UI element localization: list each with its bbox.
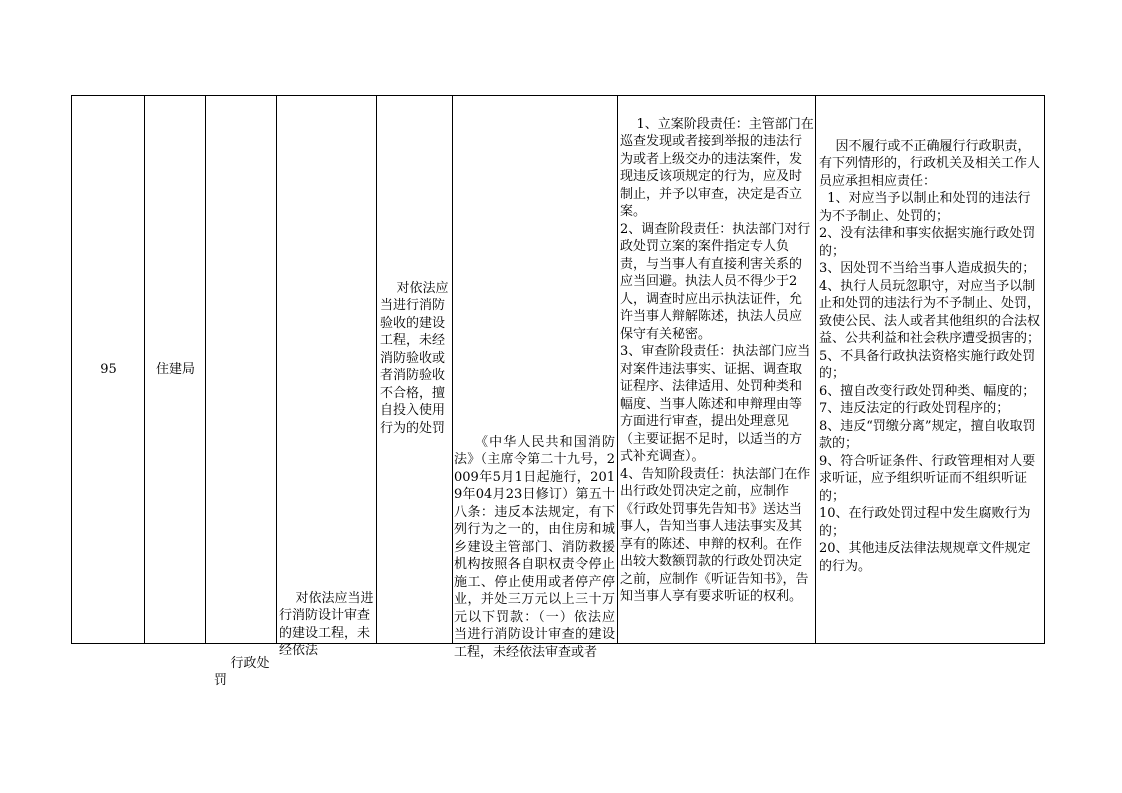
responsibilities-cell [620, 98, 814, 643]
column-divider [617, 95, 618, 644]
accountability: 因不履行或不正确履行行政职责，有下列情形的，行政机关及相关工作人员应承担相应责任： 1、对应当予以制止和处罚的违法行为不予制止、处罚的； 2、没有法律和事实依据实施行政处罚的； 3、因处罚不当给当事人造成损失的； 4、执行人员玩忽职守，对应当予以制止和处罚的违法行为不予制止、处罚，致使公民、法人或者其他组织的合法权益、公共利益和社会秩序遭受损害的； 5、不具备行政执法资格实施行政处罚的； 6、擅自改变行政处罚种类、幅度的； 7、违反法定的行政处罚程序的； 8、违反“罚缴分离”规定，擅自收取罚款的； 9、符合听证条件、行政管理相对人要求听证，应予组织听证而不组织听证的； 10、在行政处罚过程中发生腐败行为的； 20、其他违反法律法规规章文件规定的行为。 [819, 138, 1041, 574]
sub-item: 对依法应当进行消防验收的建设工程，未经消防验收或者消防验收不合格，擅自投入使用行为的处罚 [380, 280, 449, 436]
column-divider [815, 95, 816, 644]
responsibilities: 1、立案阶段责任：主管部门在巡查发现或者接到举报的违法行为或者上级交办的违法案件，发现违反该项规定的行为，应及时制止，并予以审查，决定是否立案。 2、调查阶段责任：执法部门对行政处罚立案的案件指定专人负责，与当事人有直接利害关系的应当回避。执法人员不得少于2人，调查时应出示执法证件，允许当事人辩解陈述，执法人员应保守有关秘密。 3、审查阶段责任：执法部门应当对案件违法事实、证据、调查取证程序、法律适用、处罚种类和幅度、当事人陈述和申辩理由等方面进行审查，提出处理意见（主要证据不足时，以适当的方式补充调查）。 4、告知阶段责任：执法部门在作出行政处罚决定之前，应制作《行政处罚事先告知书》送达当事人，告知当事人违法事实及其享有的陈述、申辩的权利。在作出较大数额罚款的行政处罚决定之前，应制作《听证告知书》，告知当事人享有要求听证的权利。 [620, 116, 814, 604]
column-divider [144, 95, 145, 644]
legal-basis: 《中华人民共和国消防法》（主席令第二十九号，2009年5月1日起施行，2019年04月23日修订）第五十八条：违反本法规定，有下列行为之一的，由住房和城乡建设主管部门、消防救援机构按照各自职权责令停止施工、停止使用或者停产停业，并处三万元以上三十万元以下罚款：（一）依法应当进行消防设计审查的建设工程，未经依法审查或者 [454, 434, 615, 660]
item-name-cell [279, 572, 375, 658]
column-divider [376, 95, 377, 644]
column-divider [276, 95, 277, 644]
column-divider [452, 95, 453, 644]
category: 行政处罚 [214, 655, 270, 688]
sub-item-cell [380, 262, 450, 492]
category-cell [214, 637, 274, 688]
accountability-cell [819, 120, 1042, 640]
row-index-cell [73, 97, 144, 642]
item-name: 对依法应当进行消防设计审查的建设工程，未经依法 [279, 590, 374, 658]
legal-basis-cell [454, 416, 615, 660]
department-cell [146, 97, 205, 642]
row-index: 95 [100, 361, 117, 377]
column-divider [205, 95, 206, 644]
department: 住建局 [155, 361, 195, 377]
